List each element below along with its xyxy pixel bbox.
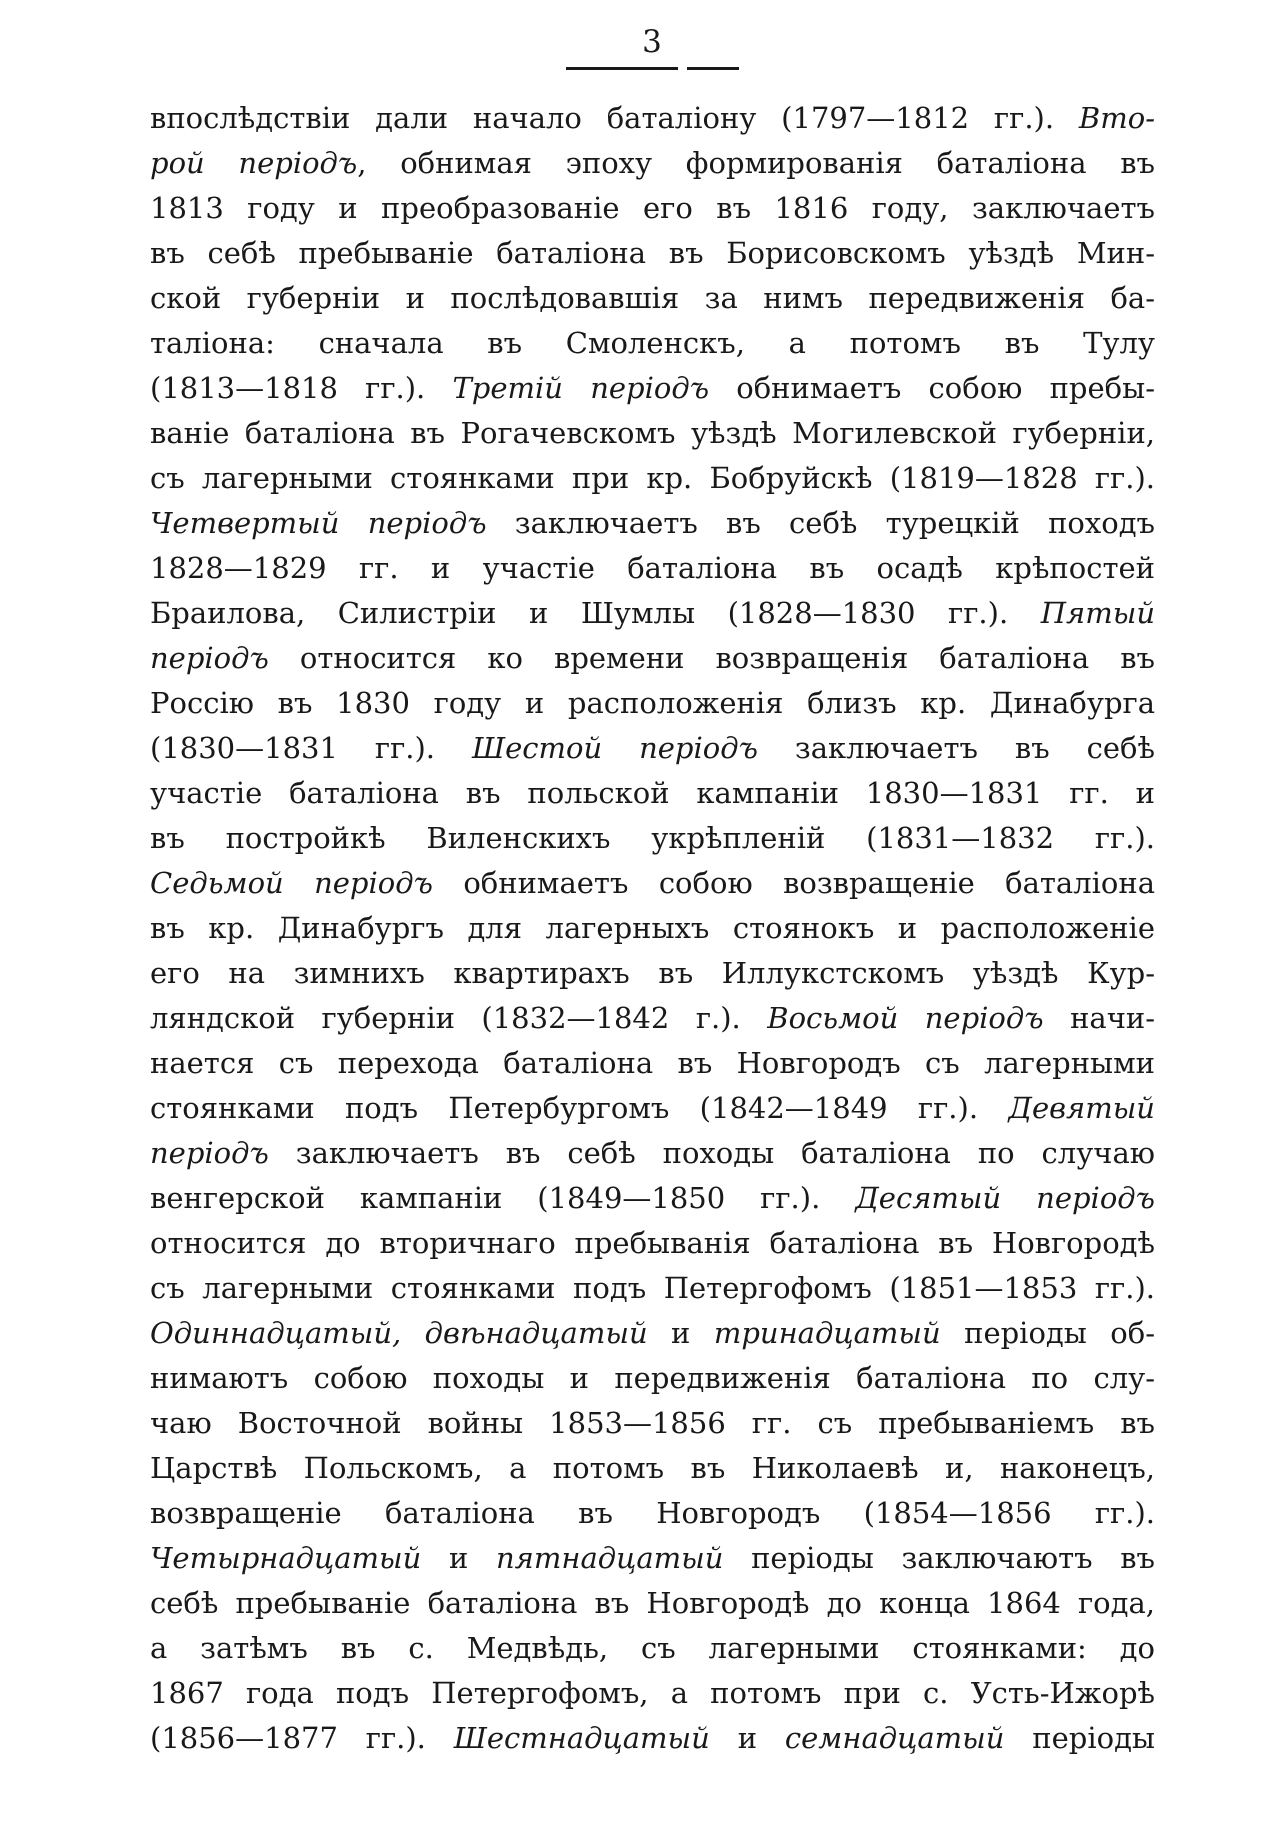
- text-segment: съ лагерными стоянками подъ Петергофомъ (1851—1853 гг.).: [150, 1271, 1155, 1305]
- text-line: [150, 456, 1155, 501]
- text-line: [150, 276, 1155, 321]
- text-segment: ваніе баталіона въ Рогачевскомъ уѣздѣ Могилевской губерніи,: [150, 416, 1155, 450]
- text-segment: Россію въ 1830 году и расположенія близъ кр. Динабурга: [150, 686, 1155, 720]
- text-line: [150, 1086, 1155, 1131]
- emphasized-text: Шестнадцатый: [453, 1721, 710, 1755]
- text-line: [150, 366, 1155, 411]
- text-segment: Царствѣ Польскомъ, а потомъ въ Николаевѣ и, наконецъ,: [150, 1451, 1155, 1485]
- text-line: [150, 996, 1155, 1041]
- text-line: [150, 1491, 1155, 1536]
- page-header: [150, 24, 1155, 70]
- text-segment: стоянками подъ Петербургомъ (1842—1849 гг.).: [150, 1091, 1009, 1125]
- text-segment: Браилова, Силистріи и Шумлы (1828—1830 гг.).: [150, 596, 1041, 630]
- rule-segment: [687, 67, 739, 70]
- text-segment: и: [709, 1721, 785, 1755]
- emphasized-text: Десятый періодъ: [855, 1181, 1155, 1215]
- text-segment: его на зимнихъ квартирахъ въ Иллукстскомъ уѣздѣ Кур-: [150, 956, 1155, 990]
- text-segment: чаю Восточной войны 1853—1856 гг. съ пребываніемъ въ: [150, 1406, 1155, 1440]
- text-segment: съ лагерными стоянками при кр. Бобруйскѣ (1819—1828 гг.).: [150, 461, 1155, 495]
- emphasized-text: Седьмой періодъ: [150, 866, 433, 900]
- text-segment: , обнимая эпоху формированія баталіона въ: [357, 146, 1155, 180]
- text-segment: возвращеніе баталіона въ Новгородъ (1854—1856 гг.).: [150, 1496, 1155, 1530]
- emphasized-text: періодъ: [150, 641, 269, 675]
- text-segment: обнимаетъ собою пребы-: [709, 371, 1155, 405]
- text-segment: въ постройкѣ Виленскихъ укрѣпленій (1831—1832 гг.).: [150, 821, 1155, 855]
- text-line: [150, 1671, 1155, 1716]
- emphasized-text: Пятый: [1040, 596, 1155, 630]
- text-line: [150, 636, 1155, 681]
- text-segment: относится ко времени возвращенія баталіона въ: [268, 641, 1155, 675]
- text-line: [150, 1446, 1155, 1491]
- text-line: [150, 1626, 1155, 1671]
- text-line: [150, 411, 1155, 456]
- text-segment: (1813—1818 гг.).: [150, 371, 453, 405]
- text-line: [150, 861, 1155, 906]
- text-segment: ской губерніи и послѣдовавшія за нимъ передвиженія ба-: [150, 281, 1155, 315]
- text-segment: нается съ перехода баталіона въ Новгородъ съ лагерными: [150, 1046, 1155, 1080]
- emphasized-text: Четырнадцатый: [150, 1541, 422, 1575]
- text-line: [150, 1536, 1155, 1581]
- text-segment: а затѣмъ въ с. Медвѣдь, съ лагерными стоянками: до: [150, 1631, 1155, 1665]
- text-line: [150, 1311, 1155, 1356]
- emphasized-text: семнадцатый: [784, 1721, 1005, 1755]
- emphasized-text: Восьмой періодъ: [767, 1001, 1044, 1035]
- text-segment: обнимаетъ собою возвращеніе баталіона: [432, 866, 1156, 900]
- text-line: [150, 771, 1155, 816]
- emphasized-text: Четвертый періодъ: [150, 506, 487, 540]
- emphasized-text: тринадцатый: [713, 1316, 941, 1350]
- text-line: [150, 726, 1155, 771]
- text-line: [150, 1041, 1155, 1086]
- text-segment: участіе баталіона въ польской кампаніи 1830—1831 гг. и: [150, 776, 1155, 810]
- text-segment: 1813 году и преобразованіе его въ 1816 году, заключаетъ: [150, 191, 1155, 225]
- emphasized-text: Третій періодъ: [452, 371, 710, 405]
- text-segment: періоды: [1004, 1721, 1156, 1755]
- text-line: [150, 1176, 1155, 1221]
- text-segment: заключаетъ въ себѣ: [757, 731, 1155, 765]
- text-line: [150, 1716, 1155, 1761]
- text-line: [150, 591, 1155, 636]
- text-segment: въ кр. Динабургъ для лагерныхъ стоянокъ и расположеніе: [150, 911, 1155, 945]
- header-rule: [150, 67, 1155, 70]
- text-line: [150, 1581, 1155, 1626]
- page-number: 3: [642, 24, 663, 60]
- text-line: [150, 681, 1155, 726]
- emphasized-text: пятнадцатый: [495, 1541, 724, 1575]
- text-line: [150, 1221, 1155, 1266]
- text-segment: ляндской губерніи (1832—1842 г.).: [150, 1001, 768, 1035]
- text-segment: 1867 года подъ Петергофомъ, а потомъ при с. Усть-Ижорѣ: [150, 1676, 1155, 1710]
- text-segment: относится до вторичнаго пребыванія баталіона въ Новгородѣ: [150, 1226, 1155, 1260]
- text-segment: періоды заключаютъ въ: [723, 1541, 1156, 1575]
- text-line: [150, 321, 1155, 366]
- text-line: [150, 906, 1155, 951]
- text-segment: нимаютъ собою походы и передвиженія баталіона по слу-: [150, 1361, 1155, 1395]
- text-line: [150, 186, 1155, 231]
- text-line: [150, 816, 1155, 861]
- text-segment: себѣ пребываніе баталіона въ Новгородѣ до конца 1864 года,: [150, 1586, 1155, 1620]
- text-line: [150, 951, 1155, 996]
- text-segment: и: [421, 1541, 496, 1575]
- rule-segment: [566, 67, 678, 70]
- emphasized-text: Вто-: [1078, 101, 1155, 135]
- text-segment: и: [647, 1316, 714, 1350]
- text-line: [150, 141, 1155, 186]
- text-segment: начи-: [1043, 1001, 1156, 1035]
- text-line: [150, 96, 1155, 141]
- text-segment: (1830—1831 гг.).: [150, 731, 472, 765]
- text-line: [150, 1266, 1155, 1311]
- text-segment: (1856—1877 гг.).: [150, 1721, 454, 1755]
- text-line: [150, 1401, 1155, 1446]
- text-segment: 1828—1829 гг. и участіе баталіона въ осадѣ крѣпостей: [150, 551, 1155, 585]
- text-segment: заключаетъ въ себѣ турецкій походъ: [486, 506, 1155, 540]
- text-segment: заключаетъ въ себѣ походы баталіона по случаю: [268, 1136, 1155, 1170]
- text-segment: впослѣдствіи дали начало баталіону (1797—1812 гг.).: [150, 101, 1079, 135]
- emphasized-text: рой періодъ: [150, 146, 358, 180]
- emphasized-text: Девятый: [1008, 1091, 1155, 1125]
- text-segment: въ себѣ пребываніе баталіона въ Борисовскомъ уѣздѣ Мин-: [150, 236, 1155, 270]
- text-line: [150, 501, 1155, 546]
- body-text: [150, 96, 1155, 1761]
- text-line: [150, 231, 1155, 276]
- text-line: [150, 546, 1155, 591]
- emphasized-text: періодъ: [150, 1136, 269, 1170]
- text-line: [150, 1356, 1155, 1401]
- text-segment: венгерской кампаніи (1849—1850 гг.).: [150, 1181, 856, 1215]
- text-segment: періоды об-: [940, 1316, 1155, 1350]
- text-segment: таліона: сначала въ Смоленскъ, а потомъ въ Тулу: [150, 326, 1155, 360]
- text-line: [150, 1131, 1155, 1176]
- emphasized-text: Шестой періодъ: [472, 731, 758, 765]
- emphasized-text: Одиннадцатый, двѣнадцатый: [150, 1316, 648, 1350]
